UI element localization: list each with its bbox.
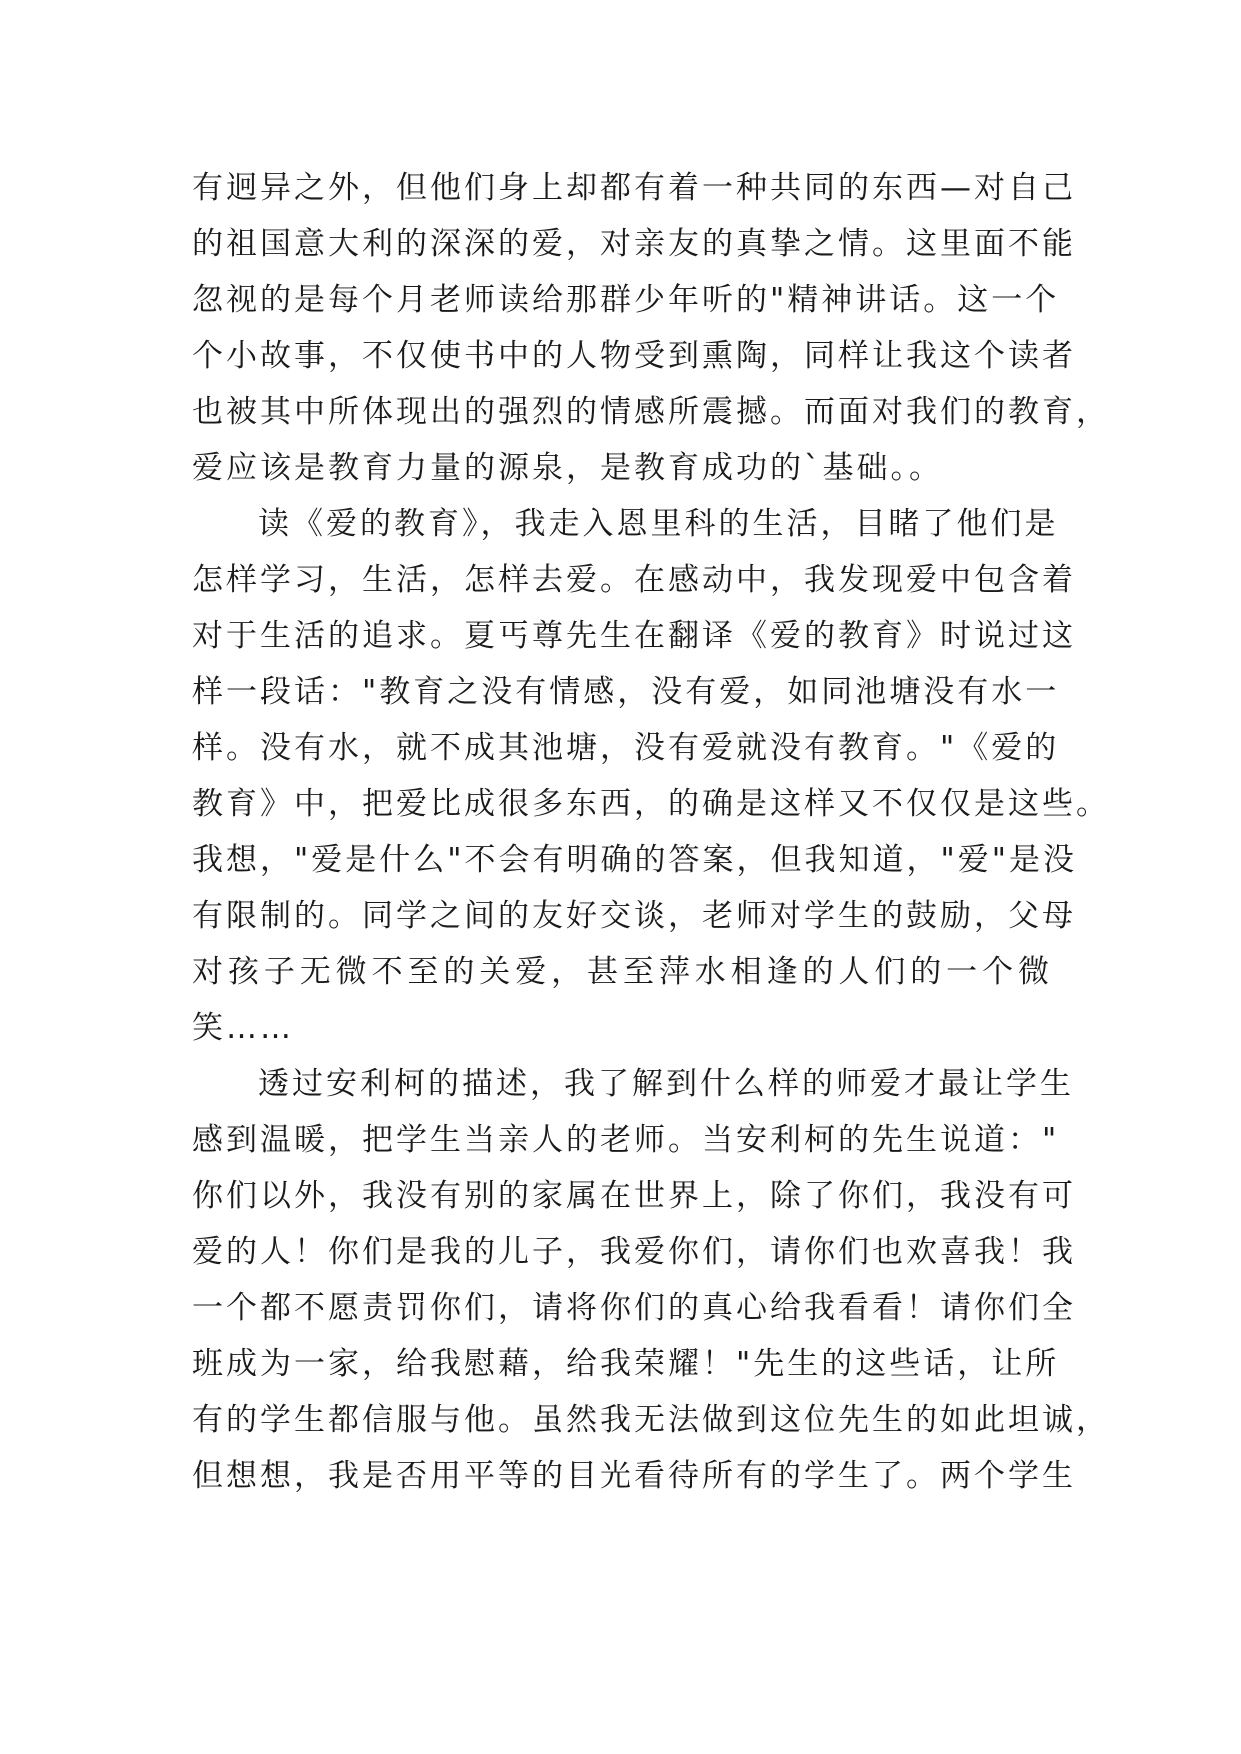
text-line: 忽视的是每个月老师读给那群少年听的"精神讲话。这一个: [192, 282, 1060, 318]
text-line: 有的学生都信服与他。虽然我无法做到这位先生的如此坦诚，: [192, 1402, 1110, 1438]
text-line: 教育》中，把爱比成很多东西，的确是这样又不仅仅是这些。: [192, 786, 1110, 822]
paragraph: [192, 1056, 1110, 1504]
text-line: 对于生活的追求。夏丐尊先生在翻译《爱的教育》时说过这: [192, 618, 1076, 654]
text-line: 你们以外，我没有别的家属在世界上，除了你们，我没有可: [192, 1178, 1076, 1214]
text-line: 我想，"爱是什么"不会有明确的答案，但我知道，"爱"是没: [192, 842, 1078, 878]
text-line: 爱应该是教育力量的源泉，是教育成功的`基础。。: [192, 450, 943, 486]
text-line: 怎样学习，生活，怎样去爱。在感动中，我发现爱中包含着: [192, 562, 1076, 598]
text-line: 个小故事，不仅使书中的人物受到熏陶，同样让我这个读者: [192, 338, 1076, 374]
paragraph: [192, 496, 1110, 1056]
text-line: 一个都不愿责罚你们，请将你们的真心给我看看！请你们全: [192, 1290, 1076, 1326]
text-line: 班成为一家，给我慰藉，给我荣耀！"先生的这些话，让所: [192, 1346, 1060, 1382]
text-line: 但想想，我是否用平等的目光看待所有的学生了。两个学生: [192, 1458, 1076, 1494]
body-text: [192, 160, 1110, 1504]
text-line: 有限制的。同学之间的友好交谈，老师对学生的鼓励，父母: [192, 898, 1076, 934]
text-line: 也被其中所体现出的强烈的情感所震撼。而面对我们的教育，: [192, 394, 1110, 430]
text-line: 的祖国意大利的深深的爱，对亲友的真挚之情。这里面不能: [192, 226, 1076, 262]
text-line: 样。没有水，就不成其池塘，没有爱就没有教育。"《爱的: [192, 730, 1060, 766]
paragraph: [192, 160, 1110, 496]
text-line: 透过安利柯的描述，我了解到什么样的师爱才最让学生: [258, 1066, 1074, 1102]
text-line: 读《爱的教育》，我走入恩里科的生活，目睹了他们是: [258, 506, 1059, 542]
text-line: 爱的人！你们是我的儿子，我爱你们，请你们也欢喜我！我: [192, 1234, 1076, 1270]
text-line: 有迥异之外，但他们身上却都有着一种共同的东西—对自己: [192, 170, 1076, 206]
text-line: 对孩子无微不至的关爱，甚至萍水相逢的人们的一个微: [192, 954, 1052, 990]
text-line: 样一段话："教育之没有情感，没有爱，如同池塘没有水一: [192, 674, 1060, 710]
text-line: 感到温暖，把学生当亲人的老师。当安利柯的先生说道：": [192, 1122, 1060, 1158]
text-line: 笑……: [192, 1010, 294, 1046]
